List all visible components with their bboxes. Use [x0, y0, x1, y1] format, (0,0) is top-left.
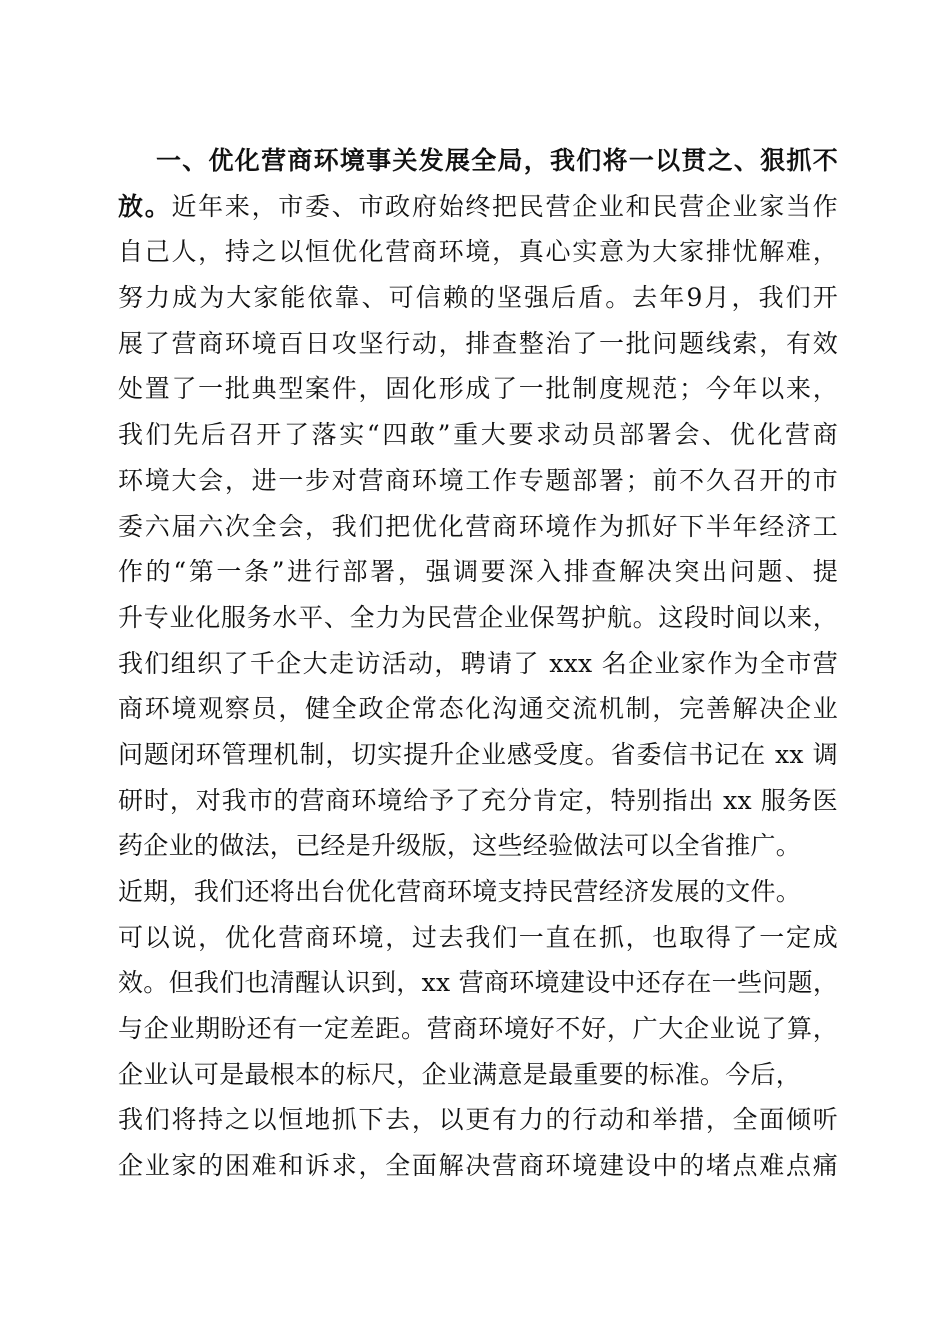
- heading-line-1: 一、优化营商环境事关发展全局，我们将一以贯之、狠抓不: [156, 146, 838, 175]
- text-line: 升专业化服务水平、全力为民营企业保驾护航。这段时间以来，: [118, 602, 838, 632]
- text-line: 药企业的做法，已经是升级版，这些经验做法可以全省推广。: [118, 831, 802, 861]
- body-paragraph: [118, 138, 838, 1189]
- text-line: 与企业期盼还有一定差距。营商环境好不好，广大企业说了算，: [118, 1014, 838, 1044]
- text-line: 处置了一批典型案件，固化形成了一批制度规范；今年以来，: [118, 374, 838, 404]
- text-line: 企业认可是最根本的标尺，企业满意是最重要的标准。今后，: [118, 1059, 802, 1089]
- text-line: 自己人，持之以恒优化营商环境，真心实意为大家排忧解难，: [118, 237, 838, 267]
- text-line: 作的“第一条”进行部署，强调要深入排查解决突出问题、提: [118, 557, 838, 587]
- text-line: 努力成为大家能依靠、可信赖的坚强后盾。去年9月，我们开: [118, 283, 838, 313]
- text-line: 委六届六次全会，我们把优化营商环境作为抓好下半年经济工: [118, 511, 838, 541]
- text-line: 企业家的困难和诉求，全面解决营商环境建设中的堵点难点痛: [118, 1151, 838, 1181]
- heading-line-2: 放。: [118, 191, 172, 221]
- text-line: 可以说，优化营商环境，过去我们一直在抓，也取得了一定成: [118, 922, 838, 952]
- text-line: 效。但我们也清醒认识到，xx 营商环境建设中还存在一些问题，: [118, 968, 838, 998]
- text-line: 我们先后召开了落实“四敢”重大要求动员部署会、优化营商: [118, 420, 838, 450]
- text-line: 展了营商环境百日攻坚行动，排查整治了一批问题线索，有效: [118, 328, 838, 358]
- text-line: 我们组织了千企大走访活动，聘请了 xxx 名企业家作为全市营: [118, 648, 838, 678]
- text-line: 我们将持之以恒地抓下去，以更有力的行动和举措，全面倾听: [118, 1105, 838, 1135]
- text-line: 问题闭环管理机制，切实提升企业感受度。省委信书记在 xx 调: [118, 739, 838, 769]
- text-line-content: 近年来，市委、市政府始终把民营企业和民营企业家当作: [171, 191, 838, 221]
- text-line: 近期，我们还将出台优化营商环境支持民营经济发展的文件。: [118, 877, 802, 906]
- text-line: [118, 184, 838, 230]
- text-line: 环境大会，进一步对营商环境工作专题部署；前不久召开的市: [118, 465, 838, 495]
- text-line: 研时，对我市的营商环境给予了充分肯定，特别指出 xx 服务医: [118, 785, 838, 815]
- text-line: 商环境观察员，健全政企常态化沟通交流机制，完善解决企业: [118, 694, 838, 724]
